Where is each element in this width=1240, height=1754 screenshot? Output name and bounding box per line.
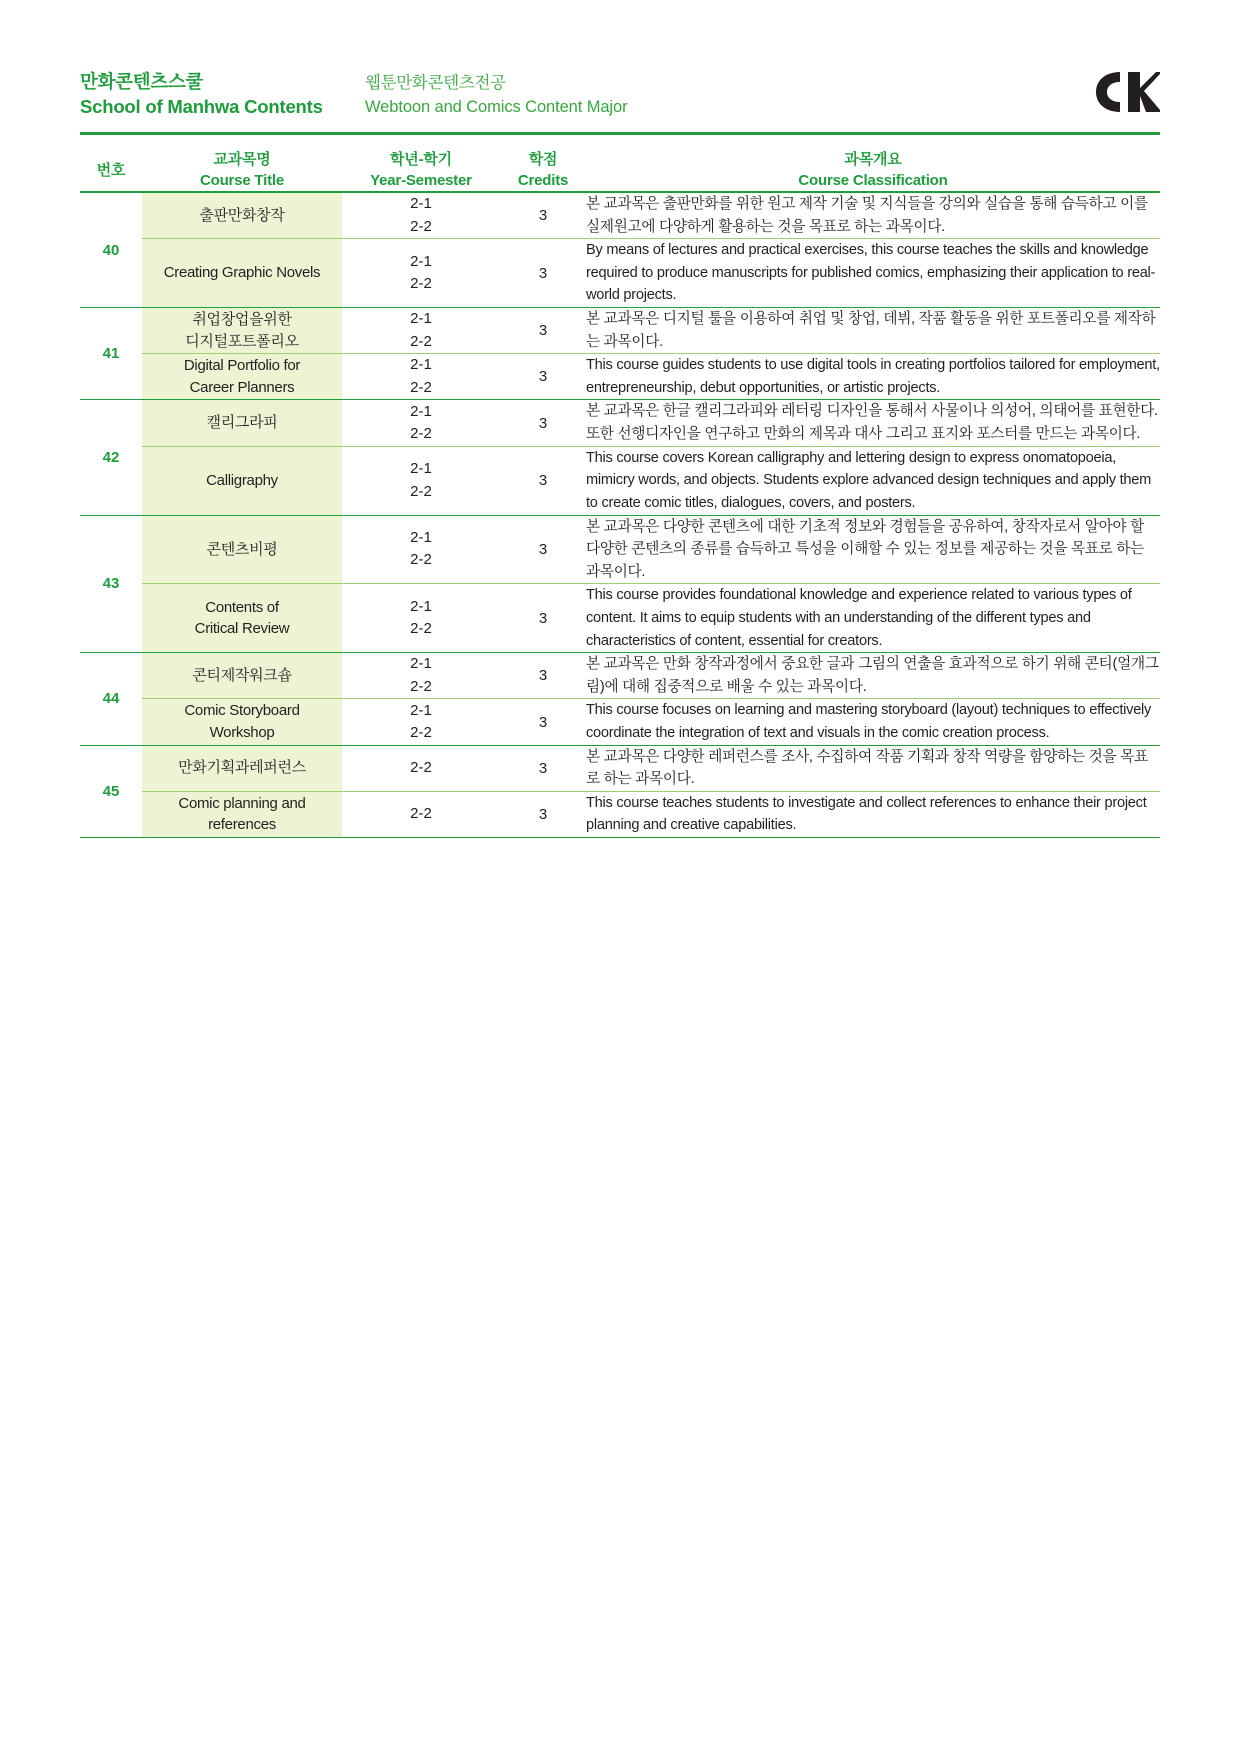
column-header-course-title [142, 149, 342, 192]
year-semester-cell: 2-2 [342, 745, 500, 791]
column-header-course-classification-en: Course Classification [798, 172, 948, 189]
year-semester-cell: 2-1 2-2 [342, 446, 500, 515]
credits-cell: 3 [500, 239, 586, 308]
year-semester-cell: 2-1 2-2 [342, 699, 500, 745]
table-row [80, 400, 1160, 446]
credits-cell: 3 [500, 400, 586, 446]
table-row [80, 239, 1160, 308]
credits-cell: 3 [500, 699, 586, 745]
year-semester-cell: 2-1 2-2 [342, 515, 500, 584]
table-row [80, 745, 1160, 791]
course-number-cell: 43 [80, 515, 142, 653]
year-semester-cell: 2-1 2-2 [342, 400, 500, 446]
course-description-cell: 본 교과목은 만화 창작과정에서 중요한 글과 그림의 연출을 효과적으로 하기 위해 콘티(얼개그림)에 대해 집중적으로 배울 수 있는 과목이다. [586, 653, 1160, 699]
year-semester-cell: 2-1 2-2 [342, 584, 500, 653]
course-description-cell: This course teaches students to investigate and collect references to enhance their project planning and creative capabilities. [586, 791, 1160, 837]
column-header-course-title-en: Course Title [199, 172, 284, 189]
table-row [80, 308, 1160, 354]
curriculum-table [80, 149, 1160, 838]
table-row [80, 192, 1160, 239]
course-title-cell: 만화기획과레퍼런스 [142, 745, 342, 791]
credits-cell: 3 [500, 446, 586, 515]
column-header-credits-en: Credits [517, 172, 569, 189]
column-header-course-classification-ko: 과목개요 [844, 151, 902, 168]
course-title-cell: 캘리그라피 [142, 400, 342, 446]
column-header-year-semester-ko: 학년-학기 [390, 151, 452, 168]
table-row [80, 699, 1160, 745]
course-title-cell: 콘텐츠비평 [142, 515, 342, 584]
column-header-number-ko: 번호 [96, 161, 126, 179]
table-row [80, 515, 1160, 584]
table-row [80, 446, 1160, 515]
credits-cell: 3 [500, 192, 586, 239]
course-number-cell: 45 [80, 745, 142, 837]
year-semester-cell: 2-1 2-2 [342, 354, 500, 400]
course-title-cell: 취업창업을위한 디지털포트폴리오 [142, 308, 342, 354]
column-header-year-semester-en: Year-Semester [370, 172, 472, 189]
credits-cell: 3 [500, 584, 586, 653]
course-title-cell: 콘티제작워크숍 [142, 653, 342, 699]
school-name-english: School of Manhwa Contents [80, 95, 323, 117]
course-title-cell: Digital Portfolio for Career Planners [142, 354, 342, 400]
year-semester-cell: 2-1 2-2 [342, 192, 500, 239]
ck-logo-icon [1094, 68, 1160, 116]
document-header [80, 60, 1160, 132]
course-title-cell: Creating Graphic Novels [142, 239, 342, 308]
major-name-block [365, 60, 627, 120]
course-description-cell: 본 교과목은 한글 캘리그라피와 레터링 디자인을 통해서 사물이나 의성어, 의태어를 표현한다. 또한 선행디자인을 연구하고 만화의 제목과 대사 그리고 표지와 포스터를 만드는 과목이다. [586, 400, 1160, 446]
column-header-number [80, 149, 142, 192]
year-semester-cell: 2-1 2-2 [342, 308, 500, 354]
curriculum-table-body [80, 192, 1160, 838]
course-description-cell: 본 교과목은 디지털 툴을 이용하여 취업 및 창업, 데뷔, 작품 활동을 위한 포트폴리오를 제작하는 과목이다. [586, 308, 1160, 354]
course-number-cell: 40 [80, 192, 142, 308]
course-title-cell: 출판만화창작 [142, 192, 342, 239]
year-semester-cell: 2-1 2-2 [342, 653, 500, 699]
column-header-credits [500, 149, 586, 192]
credits-cell: 3 [500, 308, 586, 354]
credits-cell: 3 [500, 515, 586, 584]
course-description-cell: This course provides foundational knowledge and experience related to various types of content. It aims to equip students with an understanding of the different types and characteristics of content, essential for creators. [586, 584, 1160, 653]
table-row [80, 354, 1160, 400]
course-number-cell: 44 [80, 653, 142, 745]
table-header-row [80, 149, 1160, 192]
column-header-credits-ko: 학점 [528, 151, 558, 168]
school-name-korean: 만화콘텐츠스쿨 [80, 71, 203, 92]
course-title-cell: Comic planning and references [142, 791, 342, 837]
course-description-cell: 본 교과목은 출판만화를 위한 원고 제작 기술 및 지식들을 강의와 실습을 통해 습득하고 이를 실제원고에 다양하게 활용하는 것을 목표로 하는 과목이다. [586, 192, 1160, 239]
table-row [80, 653, 1160, 699]
course-description-cell: This course covers Korean calligraphy and lettering design to express onomatopoeia, mimicry words, and objects. Students explore advanced design techniques and apply them to create comic titles, dialogues, covers, and posters. [586, 446, 1160, 515]
course-description-cell: 본 교과목은 다양한 콘텐츠에 대한 기초적 정보와 경험들을 공유하여, 창작자로서 알아야 할 다양한 콘텐츠의 종류를 습득하고 특성을 이해할 수 있는 정보를 제공하는 것을 목표로 하는 과목이다. [586, 515, 1160, 584]
major-name-korean: 웹툰만화콘텐츠전공 [365, 74, 506, 92]
major-name-english: Webtoon and Comics Content Major [365, 97, 628, 116]
course-description-cell: This course guides students to use digital tools in creating portfolios tailored for employment, entrepreneurship, debut opportunities, or artistic projects. [586, 354, 1160, 400]
table-row [80, 584, 1160, 653]
course-description-cell: By means of lectures and practical exercises, this course teaches the skills and knowledge required to produce manuscripts for published comics, emphasizing their application to real-world projects. [586, 239, 1160, 308]
credits-cell: 3 [500, 354, 586, 400]
table-top-rule [80, 132, 1160, 135]
course-title-cell: Contents of Critical Review [142, 584, 342, 653]
year-semester-cell: 2-1 2-2 [342, 239, 500, 308]
table-row [80, 791, 1160, 837]
credits-cell: 3 [500, 653, 586, 699]
school-name-block [80, 60, 365, 120]
credits-cell: 3 [500, 745, 586, 791]
column-header-year-semester [342, 149, 500, 192]
column-header-course-classification [586, 149, 1160, 192]
course-title-cell: Calligraphy [142, 446, 342, 515]
course-description-cell: This course focuses on learning and mastering storyboard (layout) techniques to effectively coordinate the integration of text and visuals in the comic creation process. [586, 699, 1160, 745]
course-number-cell: 42 [80, 400, 142, 515]
column-header-course-title-ko: 교과목명 [213, 151, 271, 168]
course-description-cell: 본 교과목은 다양한 레퍼런스를 조사, 수집하여 작품 기획과 창작 역량을 함양하는 것을 목표로 하는 과목이다. [586, 745, 1160, 791]
course-number-cell: 41 [80, 308, 142, 400]
course-title-cell: Comic Storyboard Workshop [142, 699, 342, 745]
credits-cell: 3 [500, 791, 586, 837]
year-semester-cell: 2-2 [342, 791, 500, 837]
